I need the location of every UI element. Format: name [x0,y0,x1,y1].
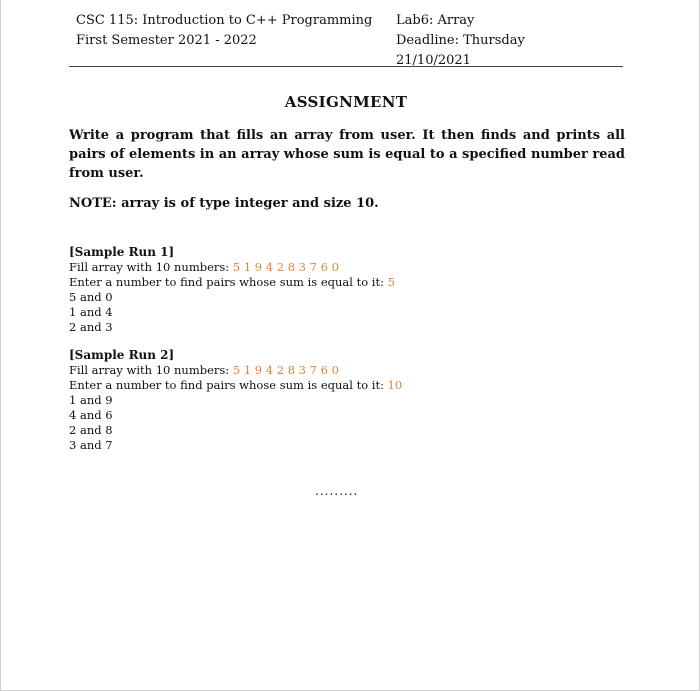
assignment-title: ASSIGNMENT [284,93,408,111]
fill-input: 5 1 9 4 2 8 3 7 6 0 [232,260,339,274]
lab-title: Lab6: Array [396,13,475,28]
sample-run-2 [69,348,402,453]
assignment-description: Write a program that fills an array from user. It then finds and prints all pairs of elements in an array whose sum is equal to a specified number read from user. [69,128,625,181]
fill-prompt: Fill array with 10 numbers: [69,363,233,377]
continuation-ellipsis: ......... [315,484,359,498]
course-title: CSC 115: Introduction to C++ Programming [76,13,373,28]
pair-line: 4 and 6 [69,408,113,422]
fill-line [69,260,395,275]
deadline: Deadline: Thursday 21/10/2021 [396,33,525,68]
pair-line: 5 and 0 [69,290,113,304]
sum-line [69,275,395,290]
header-right [396,11,596,71]
sum-prompt: Enter a number to find pairs whose sum is equal to it: [69,275,388,289]
pair-line: 3 and 7 [69,438,113,452]
sample-run-heading: [Sample Run 1] [69,245,175,259]
assignment-note: NOTE: array is of type integer and size 10. [69,196,379,211]
sum-prompt: Enter a number to find pairs whose sum is equal to it: [69,378,388,392]
pair-line: 1 and 9 [69,393,113,407]
header-left [76,11,372,51]
sum-line [69,378,402,393]
pair-line: 1 and 4 [69,305,113,319]
sample-run-1 [69,245,395,335]
fill-input: 5 1 9 4 2 8 3 7 6 0 [232,363,339,377]
header-divider [69,66,623,67]
sum-input: 5 [387,275,395,289]
pair-line: 2 and 8 [69,423,113,437]
pair-line: 2 and 3 [69,320,113,334]
fill-prompt: Fill array with 10 numbers: [69,260,233,274]
semester: First Semester 2021 - 2022 [76,33,257,48]
sum-input: 10 [387,378,403,392]
fill-line [69,363,402,378]
sample-run-heading: [Sample Run 2] [69,348,175,362]
